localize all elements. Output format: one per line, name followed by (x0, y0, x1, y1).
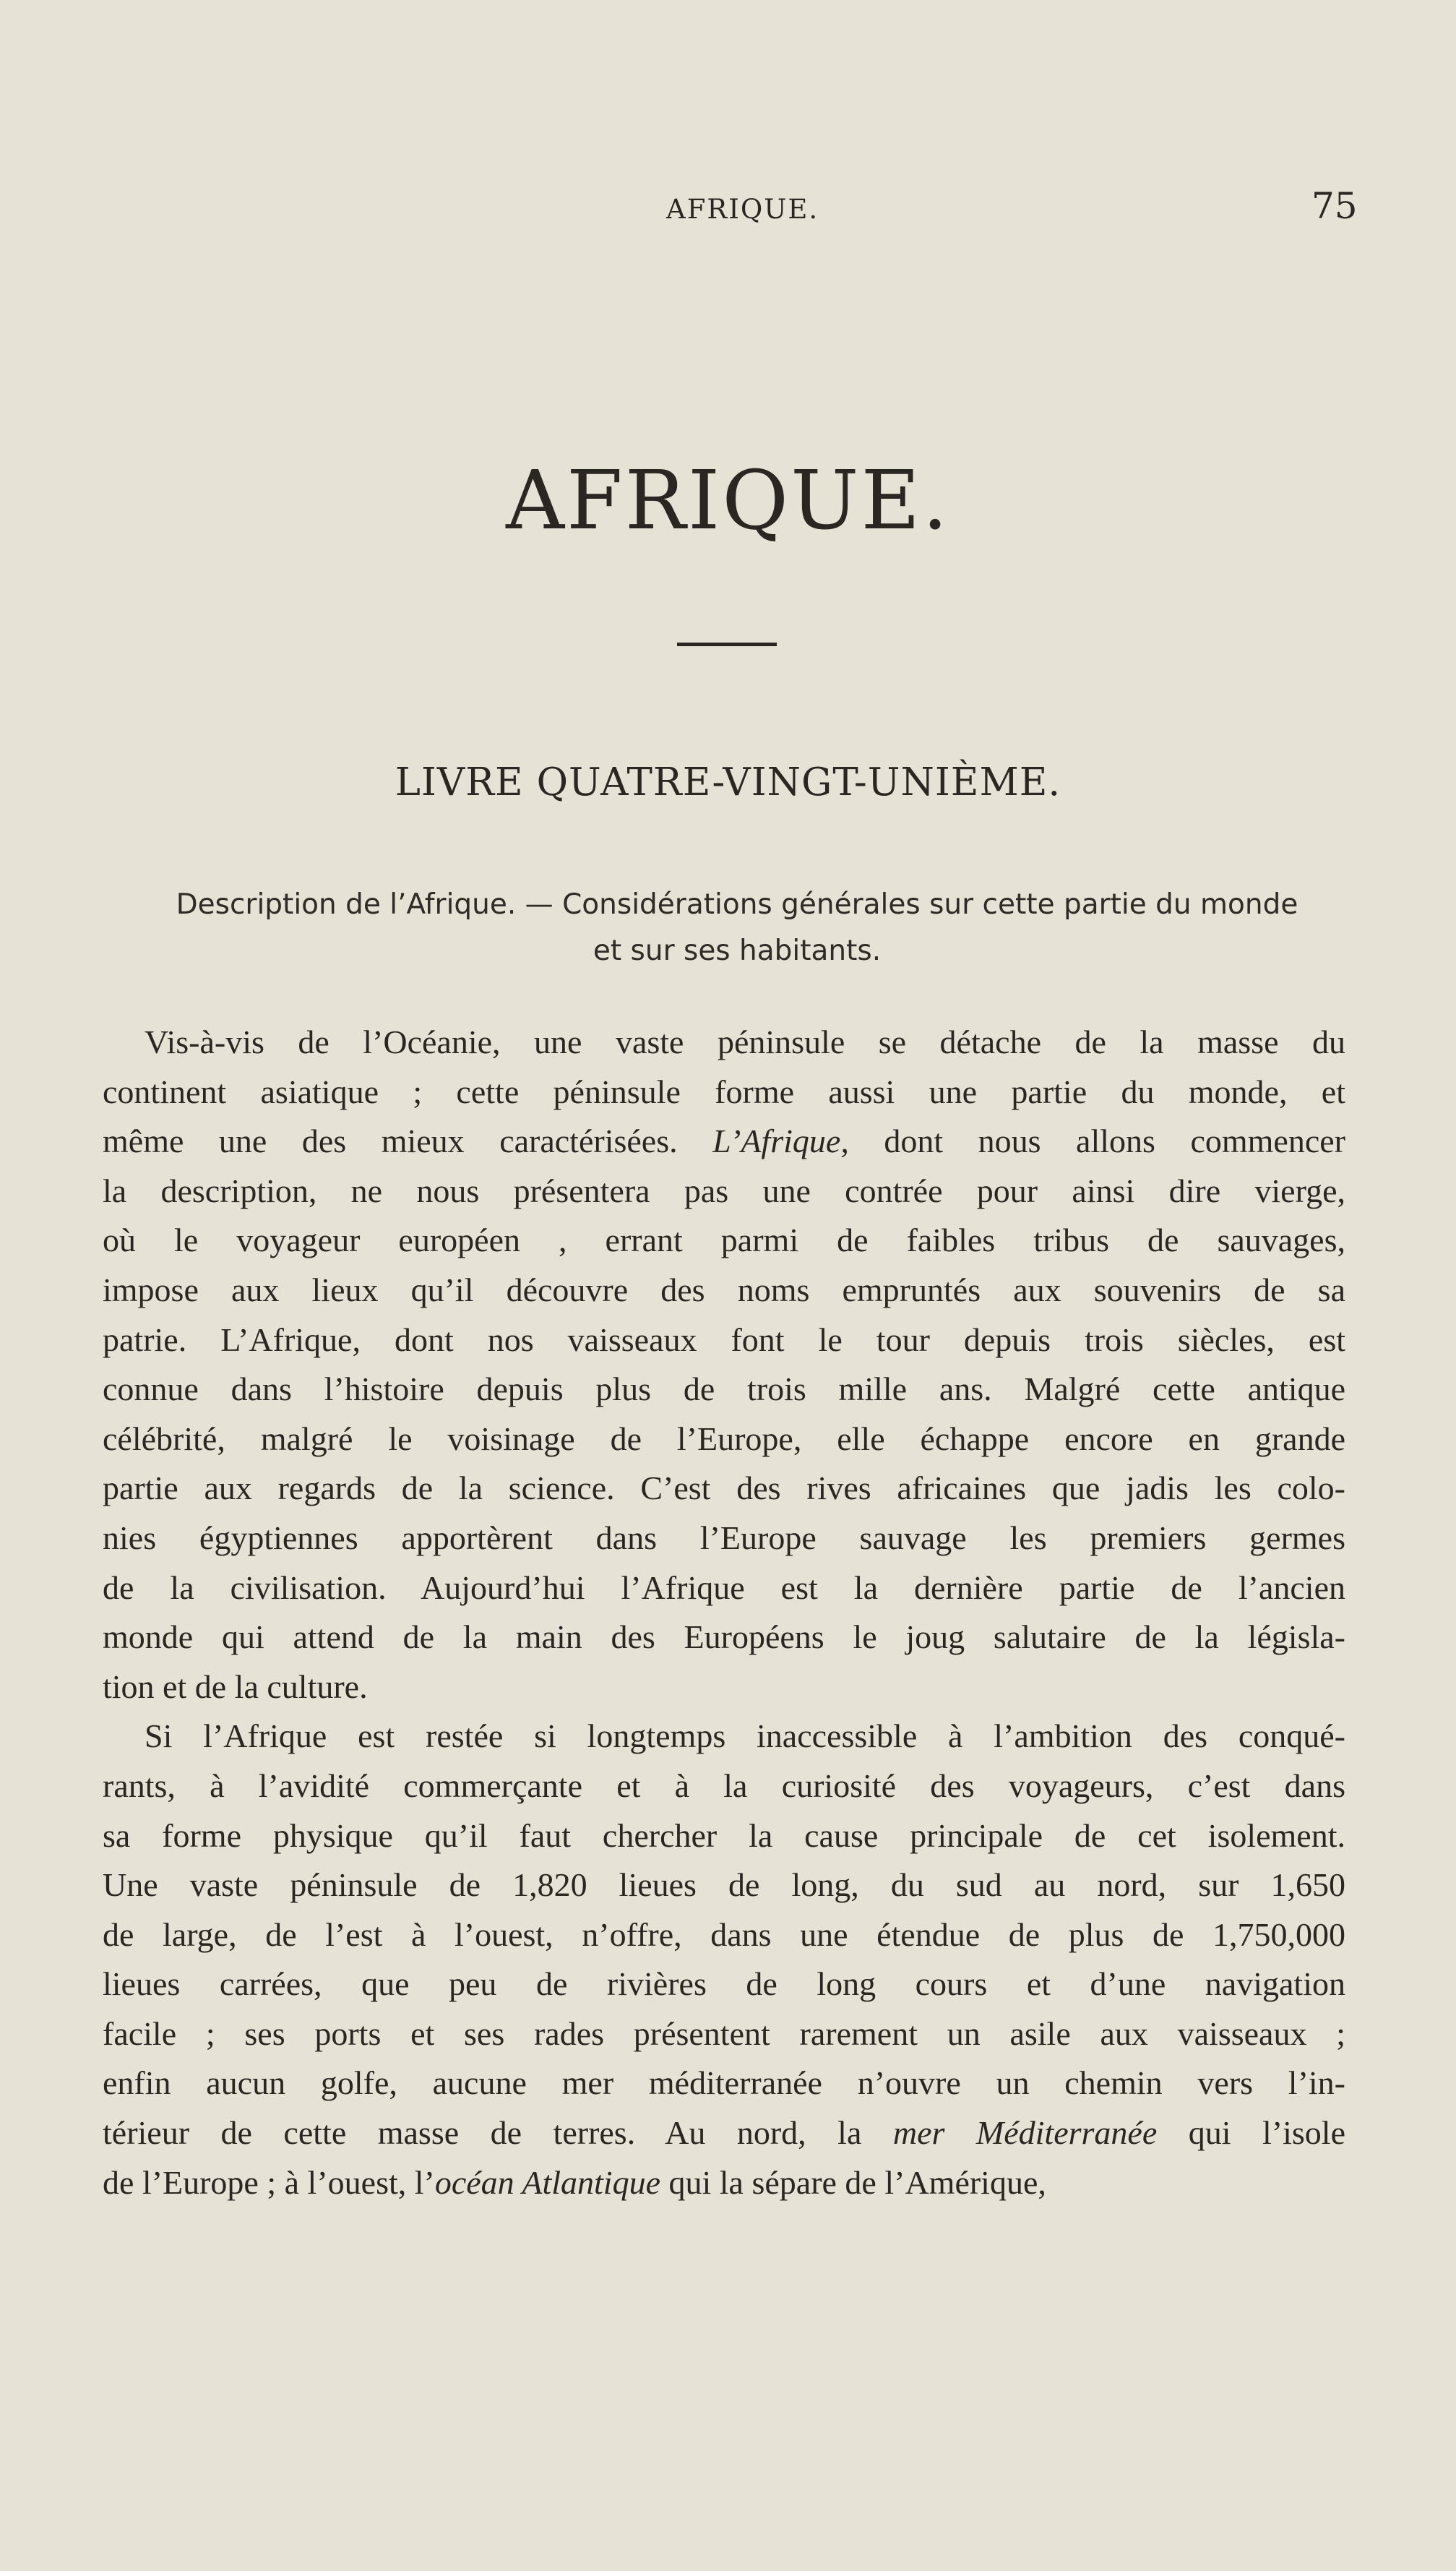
text-line (103, 1960, 1345, 2009)
text-segment: sa forme physique qu’il faut chercher la cause principale de cet isolement. (103, 1816, 1345, 1854)
text-line (103, 2158, 1345, 2208)
text-segment: facile ; ses ports et ses rades présentent rarement un asile aux vaisseaux ; (103, 2014, 1345, 2052)
chapter-summary (145, 882, 1330, 974)
text-line (103, 1811, 1345, 1861)
body-text (103, 1018, 1345, 2207)
text-line (103, 1167, 1345, 1216)
text-segment: rants, à l’avidité commerçante et à la curiosité des voyageurs, c’est dans (103, 1767, 1345, 1804)
text-segment: même une des mieux caractérisées. (103, 1123, 713, 1160)
page-number: 75 (1311, 185, 1358, 227)
text-segment: qui la sépare de l’Amérique, (660, 2163, 1046, 2201)
text-segment: térieur de cette masse de terres. Au nord, la (103, 2114, 893, 2152)
text-line (103, 1613, 1345, 1662)
text-segment: partie aux regards de la science. C’est des rives africaines que jadis les colo- (103, 1469, 1345, 1507)
text-segment: dont nous allons commencer (848, 1123, 1346, 1160)
text-segment: tion et de la culture. (103, 1667, 368, 1705)
text-line (103, 2108, 1345, 2158)
text-line (103, 1216, 1345, 1266)
text-segment: enfin aucun golfe, aucune mer méditerranée n’ouvre un chemin vers l’in- (103, 2064, 1345, 2102)
italic-term: mer Méditerranée (892, 2114, 1158, 2152)
text-segment: impose aux lieux qu’il découvre des noms empruntés aux souvenirs de sa (103, 1271, 1345, 1308)
text-segment: Si l’Afrique est restée si longtemps inaccessible à l’ambition des conqué- (145, 1717, 1345, 1755)
text-line (103, 2009, 1345, 2059)
chapter-title: AFRIQUE. (506, 454, 950, 548)
title-rule (677, 643, 777, 646)
text-line (103, 1315, 1345, 1365)
text-line (103, 1514, 1345, 1563)
text-line (103, 1415, 1345, 1464)
text-segment: connue dans l’histoire depuis plus de trois mille ans. Malgré cette antique (103, 1370, 1345, 1408)
text-line (103, 1761, 1345, 1811)
text-segment: continent asiatique ; cette péninsule forme aussi une partie du monde, et (103, 1073, 1345, 1110)
text-line (103, 1068, 1345, 1117)
text-segment: de la civilisation. Aujourd’hui l’Afrique est la dernière partie de l’ancien (103, 1568, 1345, 1606)
text-line (103, 1018, 1345, 1068)
text-line (103, 1266, 1345, 1315)
italic-term: L’Afrique, (712, 1123, 849, 1160)
text-segment: lieues carrées, que peu de rivières de long cours et d’une navigation (103, 1965, 1345, 2003)
text-segment: monde qui attend de la main des Européens le joug salutaire de la législa- (103, 1618, 1345, 1656)
text-segment: nies égyptiennes apportèrent dans l’Europe sauvage les premiers germes (103, 1519, 1345, 1556)
text-line (103, 1464, 1345, 1514)
paragraph (103, 1712, 1345, 2207)
text-line (103, 1712, 1345, 1761)
text-line (103, 2059, 1345, 2108)
text-segment: la description, ne nous présentera pas une contrée pour ainsi dire vierge, (103, 1172, 1345, 1209)
text-segment: patrie. L’Afrique, dont nos vaisseaux font le tour depuis trois siècles, est (103, 1321, 1345, 1358)
summary-line: et sur ses habitants. (593, 935, 882, 967)
text-segment: de large, de l’est à l’ouest, n’offre, dans une étendue de plus de 1,750,000 (103, 1915, 1345, 1953)
text-segment: de l’Europe ; à l’ouest, l’ (103, 2163, 435, 2201)
text-line (103, 1365, 1345, 1415)
paragraph (103, 1018, 1345, 1712)
text-line (103, 1662, 1345, 1712)
text-line (103, 1910, 1345, 1960)
summary-line: Description de l’Afrique. — Considérations générales sur cette partie du monde (176, 888, 1298, 921)
italic-term: océan Atlantique (434, 2163, 660, 2201)
text-line (103, 1860, 1345, 1910)
book-heading: LIVRE QUATRE-VINGT-UNIÈME. (395, 760, 1061, 804)
text-segment: qui l’isole (1157, 2114, 1346, 2152)
text-segment: où le voyageur européen , errant parmi de faibles tribus de sauvages, (103, 1222, 1345, 1259)
text-segment: célébrité, malgré le voisinage de l’Europe, elle échappe encore en grande (103, 1420, 1345, 1457)
text-segment: Une vaste péninsule de 1,820 lieues de long, du sud au nord, sur 1,650 (103, 1866, 1345, 1904)
text-segment: Vis-à-vis de l’Océanie, une vaste péninsule se détache de la masse du (145, 1023, 1345, 1060)
text-line (103, 1563, 1345, 1613)
running-head-title: AFRIQUE. (666, 194, 819, 225)
text-line (103, 1117, 1345, 1167)
